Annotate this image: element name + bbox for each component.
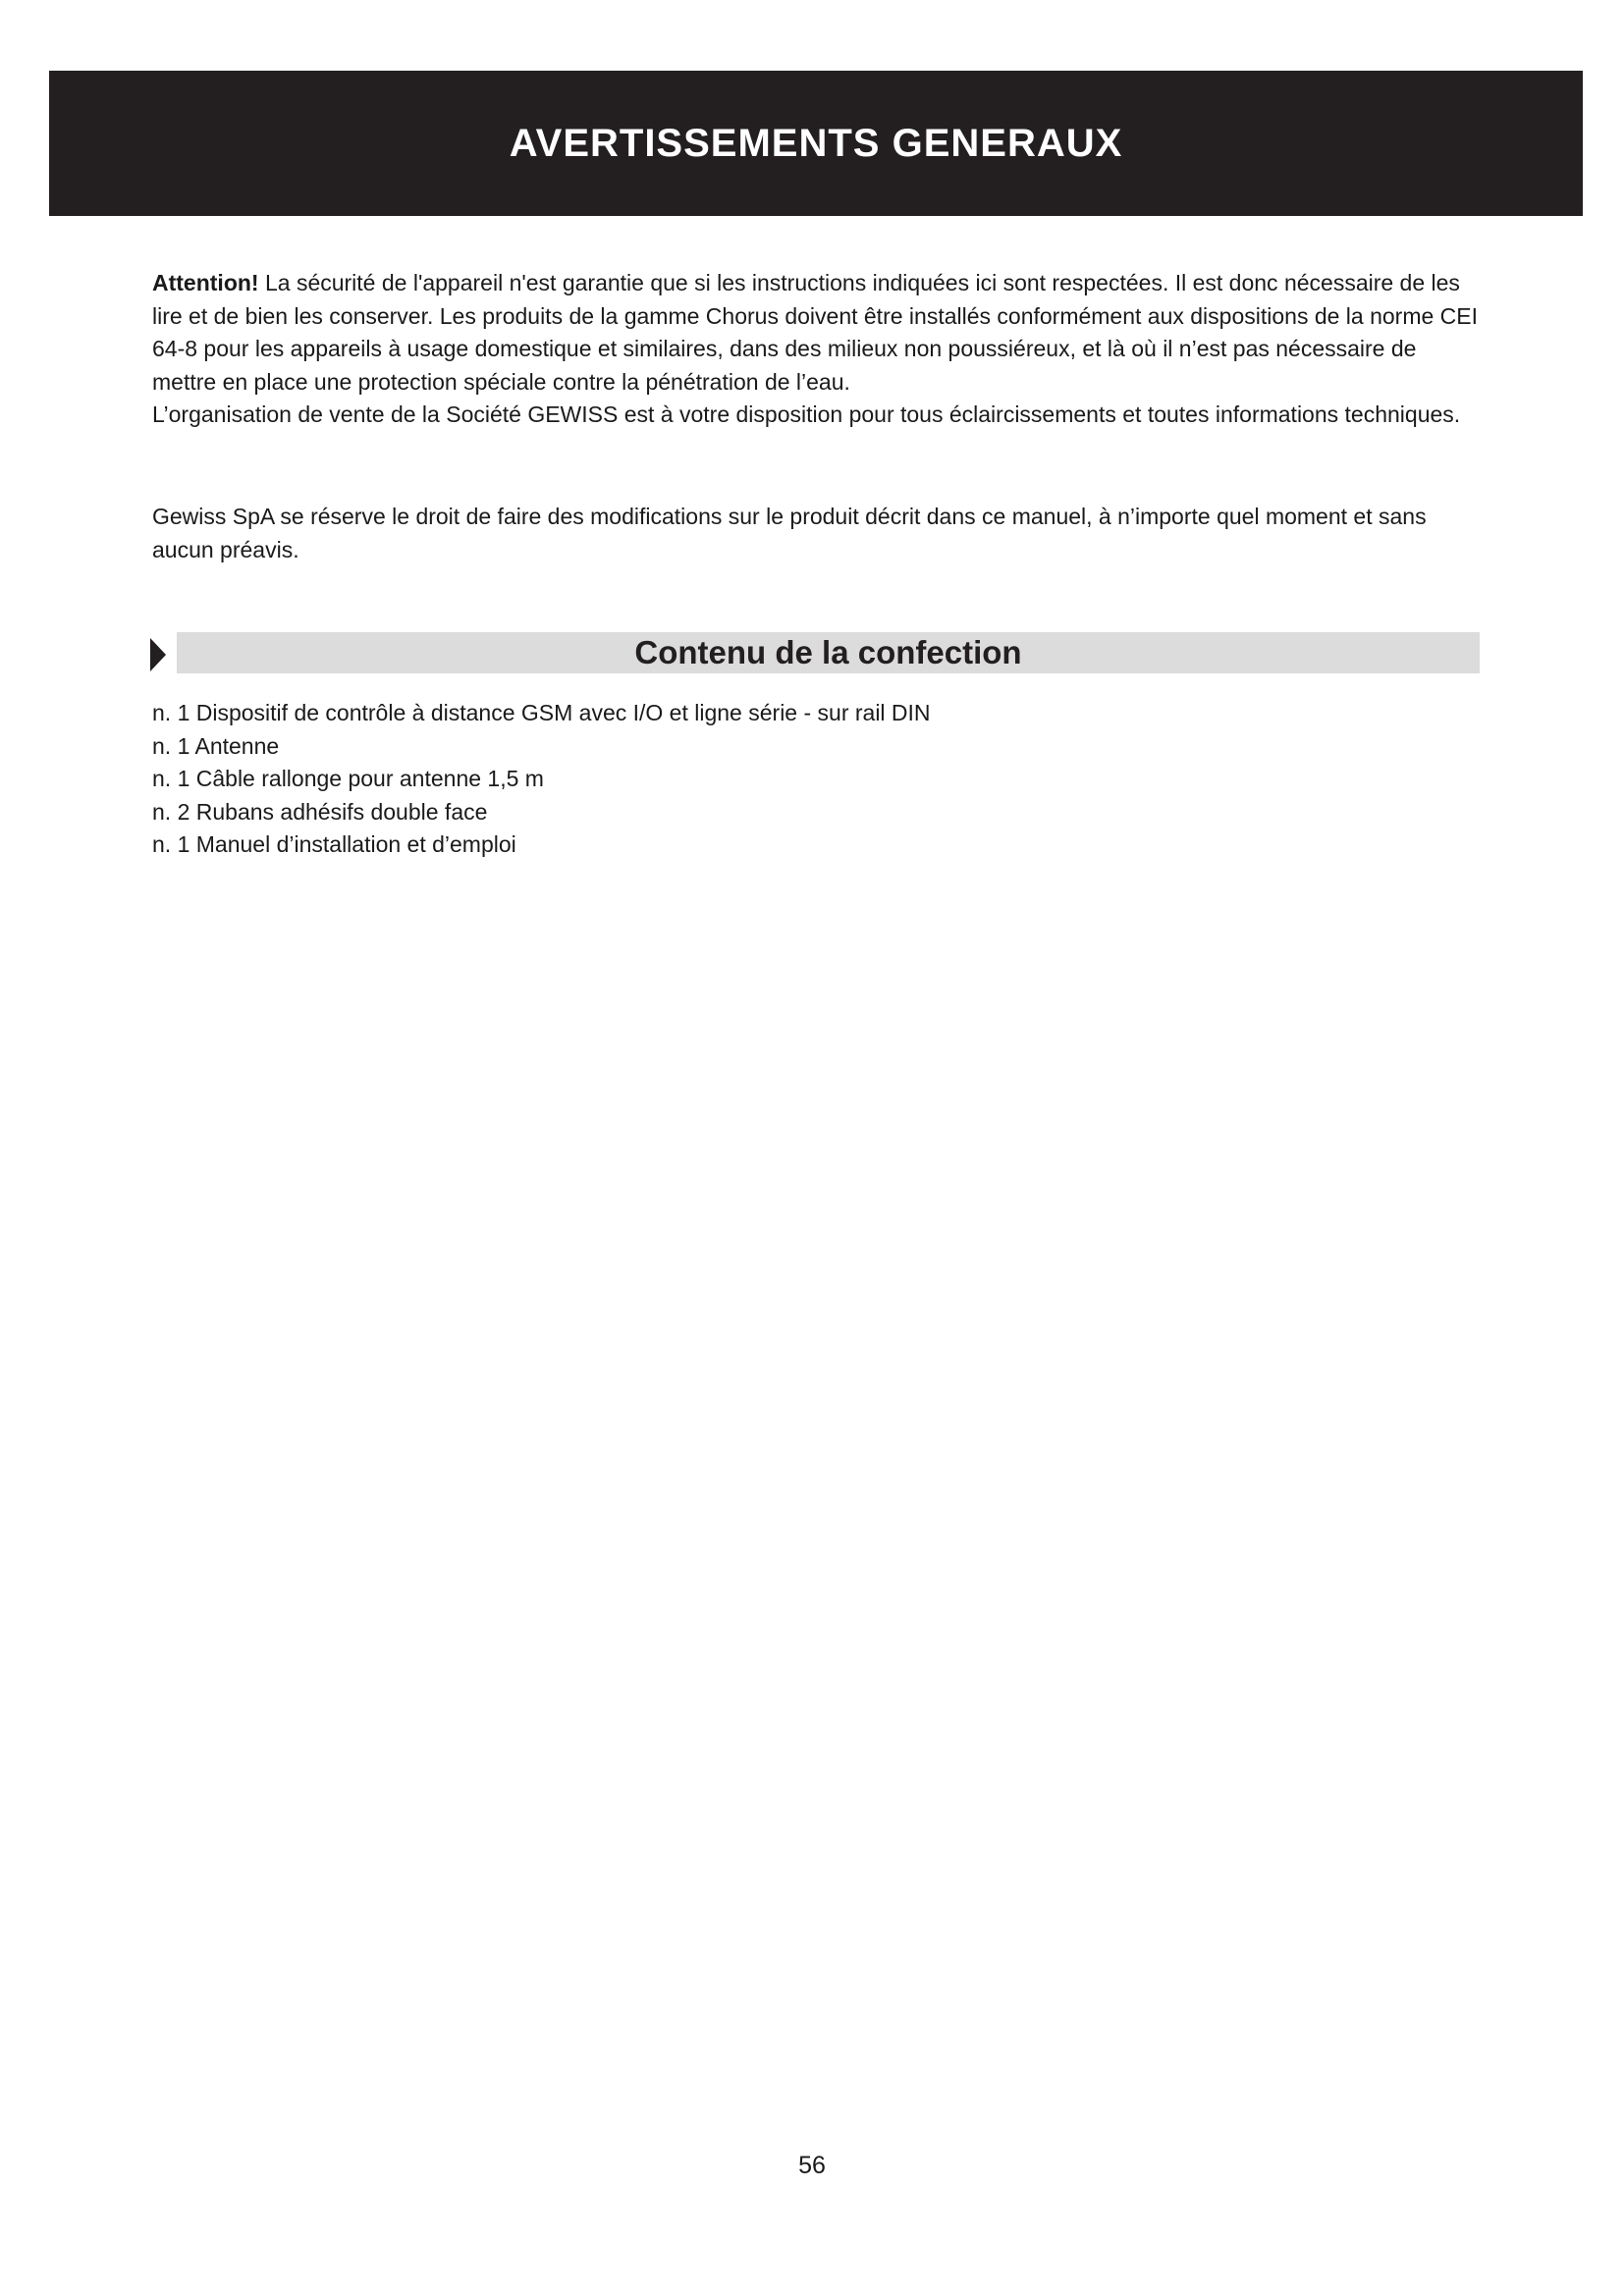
page-title: AVERTISSEMENTS GENERAUX: [509, 121, 1123, 165]
page-number: 56: [798, 2152, 826, 2179]
list-item: n. 1 Dispositif de contrôle à distance GSM avec I/O et ligne série - sur rail DIN: [152, 700, 931, 725]
list-item: n. 1 Manuel d’installation et d’emploi: [152, 831, 516, 857]
warning-body: La sécurité de l'appareil n'est garantie que si les instructions indiquées ici sont respectées. Il est donc nécessaire de les lire et de bien les conserver. Les produits de la gamme Chorus doivent être installés conformément aux dispositions de la norme CEI 64-8 pour les appareils à usage domestique et similaires, dans des milieux non poussiéreux, et là où il n’est pas nécessaire de mettre en place une protection spéciale contre la pénétration de l’eau.: [152, 270, 1479, 395]
list-item: n. 2 Rubans adhésifs double face: [152, 798, 488, 825]
contents-list: [152, 697, 931, 862]
support-text: L’organisation de vente de la Société GEWISS est à votre disposition pour tous éclaircissements et toutes informations techniques.: [152, 401, 1461, 427]
section-arrow-icon: [150, 638, 166, 671]
rights-paragraph: [152, 501, 1483, 566]
warning-text: [152, 267, 1483, 399]
section-heading-bar: [177, 632, 1480, 673]
header-banner: [49, 71, 1583, 216]
warning-lead: Attention!: [152, 270, 259, 295]
warning-paragraph: [152, 267, 1483, 432]
rights-text: Gewiss SpA se réserve le droit de faire des modifications sur le produit décrit dans ce manuel, à n’importe quel moment et sans aucun préavis.: [152, 504, 1427, 562]
section-title: Contenu de la confection: [634, 634, 1022, 670]
list-item: n. 1 Antenne: [152, 732, 280, 759]
list-item: n. 1 Câble rallonge pour antenne 1,5 m: [152, 766, 544, 791]
